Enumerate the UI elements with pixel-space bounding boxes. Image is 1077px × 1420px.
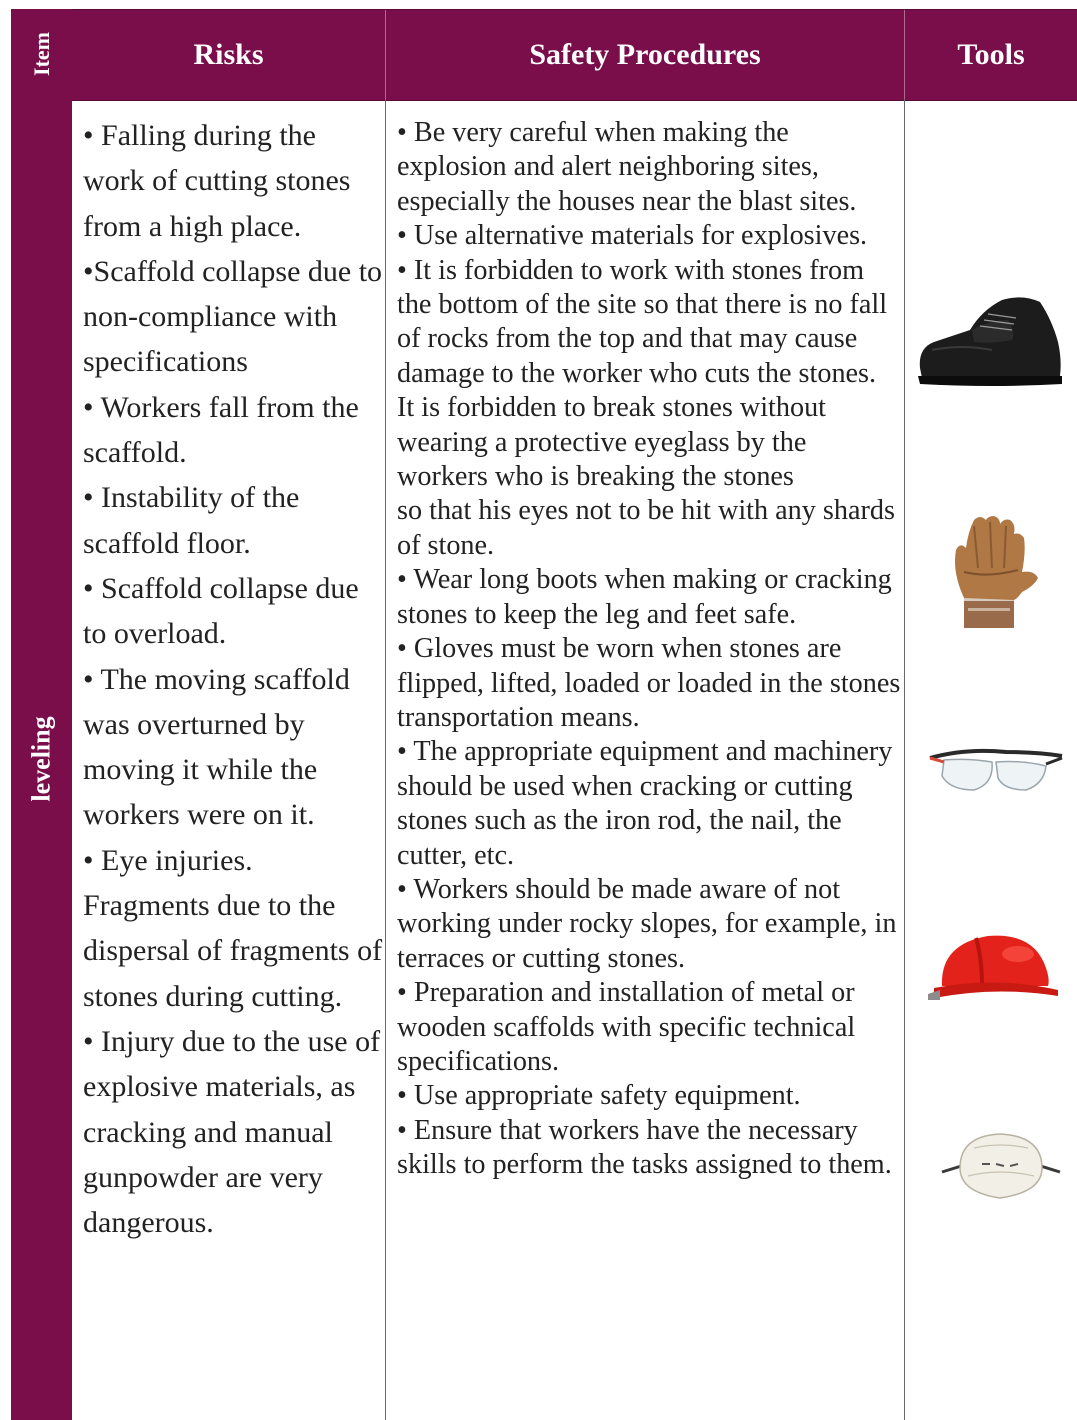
header-risks	[72, 10, 385, 100]
procedure-item: • It is forbidden to work with stones from the bottom of the site so that there is no fall of rocks from the top and that may cause damage to the worker who cuts the stones.	[397, 254, 888, 389]
procedure-item: • Wear long boots when making or cracking stones to keep the leg and feet safe.	[397, 564, 892, 630]
procedure-item: It is forbidden to break stones without wearing a protective eyeglass by the workers who is breaking the stones	[397, 392, 827, 493]
procedure-item: • The appropriate equipment and machinery should be used when cracking or cutting stones such as the iron rod, the nail, the cutter, etc.	[397, 736, 893, 871]
header-procedures-label: Safety Procedures	[529, 38, 761, 71]
item-label: leveling	[26, 716, 56, 802]
risk-item: • Falling during the work of cutting stones from a high place.	[83, 119, 351, 243]
table-header	[11, 9, 1077, 101]
safety-shoe-icon	[912, 290, 1072, 390]
hard-hat-icon	[926, 928, 1066, 1008]
procedure-item: • Use appropriate safety equipment.	[397, 1080, 801, 1112]
header-procedures	[386, 10, 904, 100]
procedure-item: • Workers should be made aware of not working under rocky slopes, for example, in terraces or cutting stones.	[397, 873, 897, 974]
header-tools-label: Tools	[957, 38, 1025, 71]
column-divider	[385, 99, 386, 1420]
risk-item: • Instability of the scaffold floor.	[83, 481, 300, 560]
work-glove-icon	[938, 512, 1042, 630]
column-divider	[904, 99, 905, 1420]
procedure-item: • Be very careful when making the explosion and alert neighboring sites, especially the houses near the blast sites.	[397, 117, 857, 217]
header-tools	[905, 10, 1077, 100]
risk-item: • Scaffold collapse due to overload.	[83, 571, 359, 651]
header-item	[11, 9, 72, 99]
procedure-item: • Preparation and installation of metal or wooden scaffolds with specific technical specifications.	[397, 977, 856, 1077]
risk-item: •Scaffold collapse due to non-compliance with specifications	[83, 254, 383, 379]
procedure-item: • Gloves must be worn when stones are flipped, lifted, loaded or loaded in the stones transportation means.	[397, 633, 901, 733]
procedure-item: so that his eyes not to be hit with any shards of stone.	[397, 495, 895, 561]
risk-item: Fragments due to the dispersal of fragments of stones during cutting.	[83, 889, 383, 1013]
safety-glasses-icon	[926, 740, 1066, 800]
risk-item: • Eye injuries.	[83, 843, 253, 877]
dust-mask-icon	[938, 1128, 1064, 1204]
header-risks-label: Risks	[193, 38, 264, 71]
risk-item: • The moving scaffold was overturned by moving it while the workers were on it.	[83, 662, 350, 832]
procedure-item: • Use alternative materials for explosives.	[397, 220, 868, 252]
risk-item: • Injury due to the use of explosive materials, as cracking and manual gunpowder are very dangerous.	[83, 1024, 381, 1240]
risk-item: • Workers fall from the scaffold.	[83, 390, 359, 470]
item-cell	[11, 99, 72, 1420]
procedure-item: • Ensure that workers have the necessary skills to perform the tasks assigned to them.	[397, 1114, 892, 1181]
risks-cell	[83, 113, 383, 1245]
header-item-label: Item	[28, 32, 54, 76]
procedures-cell	[397, 116, 902, 1183]
